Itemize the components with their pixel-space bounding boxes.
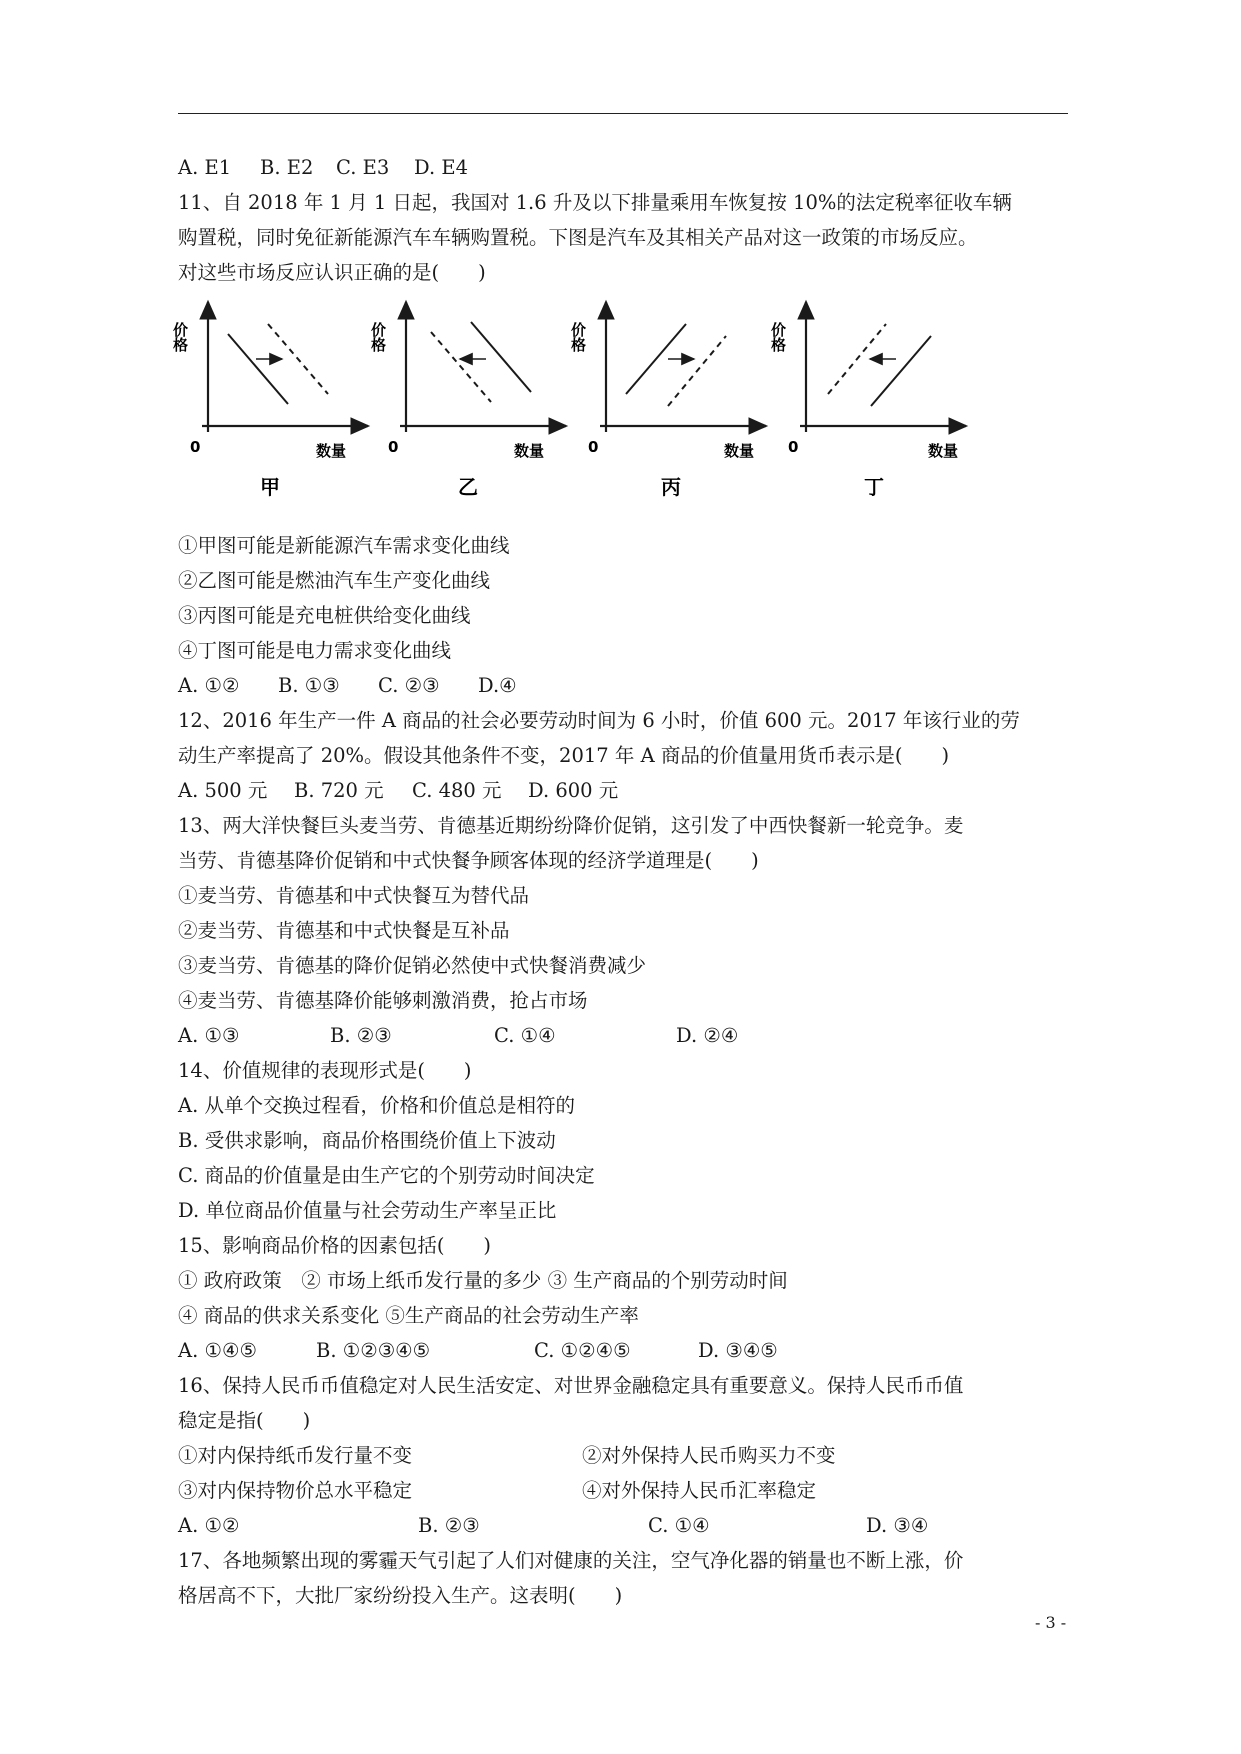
shifted-curve	[431, 332, 491, 402]
q11-item-4: ④丁图可能是电力需求变化曲线	[178, 639, 452, 662]
q13-item-4: ④麦当劳、肯德基降价能够刺激消费，抢占市场	[178, 989, 588, 1012]
x-axis-label: 数量	[928, 442, 959, 460]
q11-item-1: ①甲图可能是新能源汽车需求变化曲线	[178, 534, 510, 557]
q14-option-d: D. 单位商品价值量与社会劳动生产率呈正比	[178, 1199, 557, 1222]
chart-bing	[569, 294, 776, 499]
option-b: B. ①②③④⑤	[316, 1339, 431, 1362]
chart-ding	[769, 294, 976, 499]
option-b: B. 720 元	[294, 779, 384, 802]
shifted-curve	[668, 336, 726, 406]
q14-stem: 14、价值规律的表现形式是( )	[178, 1059, 472, 1082]
chart-bing-svg	[569, 294, 776, 499]
y-axis-label: 价格	[769, 322, 787, 352]
q12-stem-line-2: 动生产率提高了 20%。假设其他条件不变，2017 年 A 商品的价值量用货币表示是( )	[178, 744, 950, 767]
q13-item-1: ①麦当劳、肯德基和中式快餐互为替代品	[178, 884, 530, 907]
option-b: B. E2	[260, 156, 314, 179]
option-b: B. ①③	[278, 674, 340, 697]
q11-item-3: ③丙图可能是充电桩供给变化曲线	[178, 604, 471, 627]
origin-label: 0	[190, 438, 201, 456]
q13-stem-line-1: 13、两大洋快餐巨头麦当劳、肯德基近期纷纷降价促销，这引发了中西快餐新一轮竞争。麦	[178, 814, 964, 837]
option-d: D. E4	[414, 156, 468, 179]
option-c: C. ①④	[648, 1514, 710, 1537]
q14-option-a: A. 从单个交换过程看，价格和价值总是相符的	[178, 1094, 575, 1117]
chart-label: 乙	[458, 475, 478, 499]
q14-option-c: C. 商品的价值量是由生产它的个别劳动时间决定	[178, 1164, 595, 1187]
original-curve	[228, 334, 288, 404]
option-b: B. ②③	[418, 1514, 480, 1537]
q14-option-b: B. 受供求影响，商品价格围绕价值上下波动	[178, 1129, 556, 1152]
original-curve	[471, 322, 531, 392]
option-c: C. ①④	[494, 1024, 556, 1047]
q11-item-2: ②乙图可能是燃油汽车生产变化曲线	[178, 569, 491, 592]
option-a: A. ①④⑤	[178, 1339, 257, 1362]
x-axis-label: 数量	[316, 442, 347, 460]
q16-stem-line-2: 稳定是指( )	[178, 1409, 311, 1432]
y-axis-label: 价格	[369, 322, 387, 352]
q13-item-2: ②麦当劳、肯德基和中式快餐是互补品	[178, 919, 510, 942]
chart-label: 丙	[661, 475, 681, 499]
option-d: D. ③④⑤	[698, 1339, 778, 1362]
q12-stem-line-1: 12、2016 年生产一件 A 商品的社会必要劳动时间为 6 小时，价值 600 元。2017 年该行业的劳	[178, 709, 1020, 732]
chart-ding-svg	[769, 294, 976, 499]
option-a: A. 500 元	[178, 779, 268, 802]
option-d: D. ③④	[866, 1514, 929, 1537]
x-axis-label: 数量	[724, 442, 755, 460]
q16-item-4: ④对外保持人民币汇率稳定	[582, 1479, 817, 1502]
page-content	[171, 150, 1068, 1613]
q16-item-2: ②对外保持人民币购买力不变	[582, 1444, 836, 1467]
q12-options	[178, 773, 1068, 808]
chart-yi-svg	[369, 294, 576, 499]
q11-options	[178, 668, 1068, 703]
q13-item-3: ③麦当劳、肯德基的降价促销必然使中式快餐消费减少	[178, 954, 647, 977]
q17-stem-line-1: 17、各地频繁出现的雾霾天气引起了人们对健康的关注，空气净化器的销量也不断上涨，价	[178, 1549, 964, 1572]
chart-label: 丁	[864, 475, 884, 499]
q16-items-row-1	[178, 1438, 1068, 1473]
chart-yi	[369, 294, 576, 499]
q13-stem-line-2: 当劳、肯德基降价促销和中式快餐争顾客体现的经济学道理是( )	[178, 849, 759, 872]
y-axis-label: 价格	[569, 322, 587, 352]
q15-stem: 15、影响商品价格的因素包括( )	[178, 1234, 492, 1257]
q15-items-line-2: ④ 商品的供求关系变化 ⑤生产商品的社会劳动生产率	[178, 1304, 639, 1327]
option-c: C. ①②④⑤	[534, 1339, 631, 1362]
origin-label: 0	[388, 438, 399, 456]
option-c: C. 480 元	[412, 779, 502, 802]
q17-stem-line-2: 格居高不下，大批厂家纷纷投入生产。这表明( )	[178, 1584, 623, 1607]
y-axis-label: 价格	[171, 322, 189, 352]
q16-stem-line-1: 16、保持人民币币值稳定对人民生活安定、对世界金融稳定具有重要意义。保持人民币币值	[178, 1374, 964, 1397]
q13-options	[178, 1018, 1068, 1053]
header-rule	[178, 113, 1068, 114]
chart-jia	[171, 294, 378, 499]
option-a: A. ①②	[178, 1514, 240, 1537]
option-a: A. ①③	[178, 1024, 240, 1047]
option-b: B. ②③	[330, 1024, 392, 1047]
original-curve	[871, 336, 931, 406]
q15-options	[178, 1333, 1068, 1368]
q16-item-1: ①对内保持纸币发行量不变	[178, 1444, 413, 1467]
chart-label: 甲	[260, 475, 280, 499]
option-c: C. E3	[336, 156, 390, 179]
q11-charts	[171, 294, 1068, 522]
option-a: A. ①②	[178, 674, 240, 697]
q11-stem-line-3: 对这些市场反应认识正确的是( )	[178, 261, 486, 284]
option-a: A. E1	[178, 156, 232, 179]
q10-options	[178, 150, 1068, 185]
q11-stem-line-2: 购置税，同时免征新能源汽车车辆购置税。下图是汽车及其相关产品对这一政策的市场反应。	[178, 226, 978, 249]
q16-items-row-2	[178, 1473, 1068, 1508]
option-d: D. ②④	[676, 1024, 739, 1047]
q11-stem-line-1: 11、自 2018 年 1 月 1 日起，我国对 1.6 升及以下排量乘用车恢复按 10%的法定税率征收车辆	[178, 191, 1012, 214]
q16-options	[178, 1508, 1068, 1543]
page-number: - 3 -	[1035, 1613, 1067, 1632]
option-d: D. 600 元	[528, 779, 619, 802]
x-axis-label: 数量	[514, 442, 545, 460]
origin-label: 0	[788, 438, 799, 456]
option-d: D.④	[478, 674, 517, 697]
q16-item-3: ③对内保持物价总水平稳定	[178, 1479, 413, 1502]
chart-jia-svg	[171, 294, 378, 499]
option-c: C. ②③	[378, 674, 440, 697]
origin-label: 0	[588, 438, 599, 456]
q15-items-line-1: ① 政府政策 ② 市场上纸币发行量的多少 ③ 生产商品的个别劳动时间	[178, 1269, 788, 1292]
